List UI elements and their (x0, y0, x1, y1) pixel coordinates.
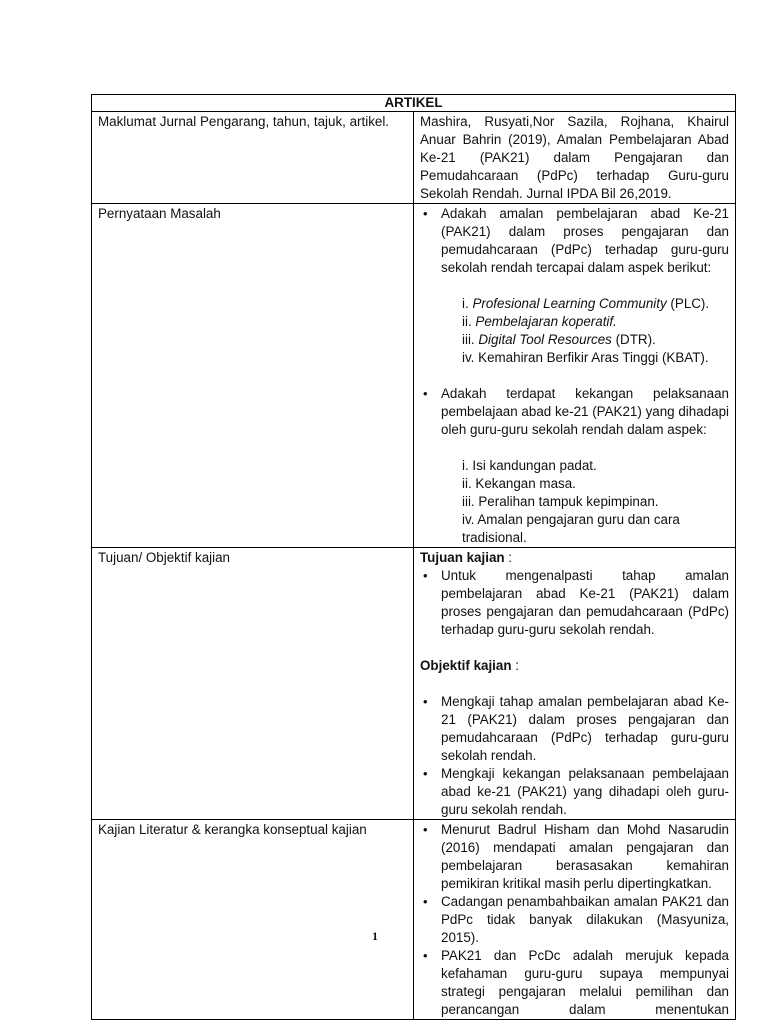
tujuan-heading: Tujuan kajian : (420, 550, 513, 565)
list-item: • Cadangan penambahbaikan amalan PAK21 dan PdPc tidak banyak dilakukan (Masyuniza, 2015). (441, 893, 729, 947)
row-label-kajian-literatur: Kajian Literatur & kerangka konseptual kajian (92, 820, 414, 1020)
table-row (92, 548, 736, 820)
article-summary-table (91, 94, 736, 1020)
table-row (92, 112, 736, 204)
tujuan-content (414, 548, 736, 820)
journal-citation: Mashira, Rusyati,Nor Sazila, Rojhana, Khairul Anuar Bahrin (2019), Amalan Pembelajaran Abad Ke-21 (PAK21) dalam Pengajaran dan Pemudahcaraan (PdPc) terhadap Guru-guru Sekolah Rendah. Jurnal IPDA Bil 26,2019. (414, 112, 736, 204)
list-item: iii. Peralihan tampuk kepimpinan. (462, 494, 659, 509)
row-label-maklumat: Maklumat Jurnal Pengarang, tahun, tajuk, artikel. (92, 112, 414, 204)
list-item: ii. Kekangan masa. (462, 476, 576, 491)
list-item (441, 205, 729, 367)
list-item (441, 385, 729, 547)
list-item: • Menurut Badrul Hisham dan Mohd Nasarudin (2016) mendapati amalan pengajaran dan pembelajaran berasasakan kemahiran pemikiran kritikal masih perlu dipertingkatkan. (441, 821, 729, 893)
bullet-text: Adakah terdapat kekangan pelaksanaan pembelajaan abad ke-21 (PAK21) yang dihadapi oleh guru-guru sekolah rendah dalam aspek: (441, 386, 729, 437)
row-label-tujuan: Tujuan/ Objektif kajian (92, 548, 414, 820)
list-item: • Untuk mengenalpasti tahap amalan pembelajaran abad Ke-21 (PAK21) dalam proses pengajaran dan pemudahcaraan (PdPc) terhadap guru-guru sekolah rendah. (441, 567, 729, 639)
table-row (92, 820, 736, 1020)
list-item: iv. Amalan pengajaran guru dan cara tradisional. (462, 512, 680, 545)
bullet-text: Adakah amalan pembelajaran abad Ke-21 (PAK21) dalam proses pengajaran dan pemudahcaraan (PdPc) terhadap guru-guru sekolah rendah tercapai dalam aspek berikut: (441, 206, 729, 275)
objektif-heading: Objektif kajian : (420, 658, 519, 673)
list-item: i. Profesional Learning Community (PLC). (462, 296, 710, 311)
list-item: • PAK21 dan PcDc adalah merujuk kepada kefahaman guru-guru supaya mempunyai strategi pengajaran melalui pemilihan dan perancangan dalam menentukan (441, 947, 729, 1019)
page-number: 1 (372, 929, 378, 943)
list-item: ii. Pembelajaran koperatif. (462, 314, 617, 329)
table-row (92, 204, 736, 548)
list-item: • Mengkaji kekangan pelaksanaan pembelajaan abad ke-21 (PAK21) yang dihadapi oleh guru-guru sekolah rendah. (441, 765, 729, 819)
list-item: i. Isi kandungan padat. (462, 458, 597, 473)
list-item: iii. Digital Tool Resources (DTR). (462, 332, 656, 347)
table-header: ARTIKEL (92, 95, 736, 112)
constraint-list (462, 457, 729, 547)
list-item: iv. Kemahiran Berfikir Aras Tinggi (KBAT). (462, 350, 709, 365)
list-item: • Mengkaji tahap amalan pembelajaran abad Ke-21 (PAK21) dalam proses pengajaran dan pemudahcaraan (PdPc) terhadap guru-guru sekolah rendah. (441, 693, 729, 765)
pernyataan-content (414, 204, 736, 548)
aspect-list (462, 295, 729, 367)
row-label-pernyataan: Pernyataan Masalah (92, 204, 414, 548)
kajian-literatur-content (414, 820, 736, 1020)
